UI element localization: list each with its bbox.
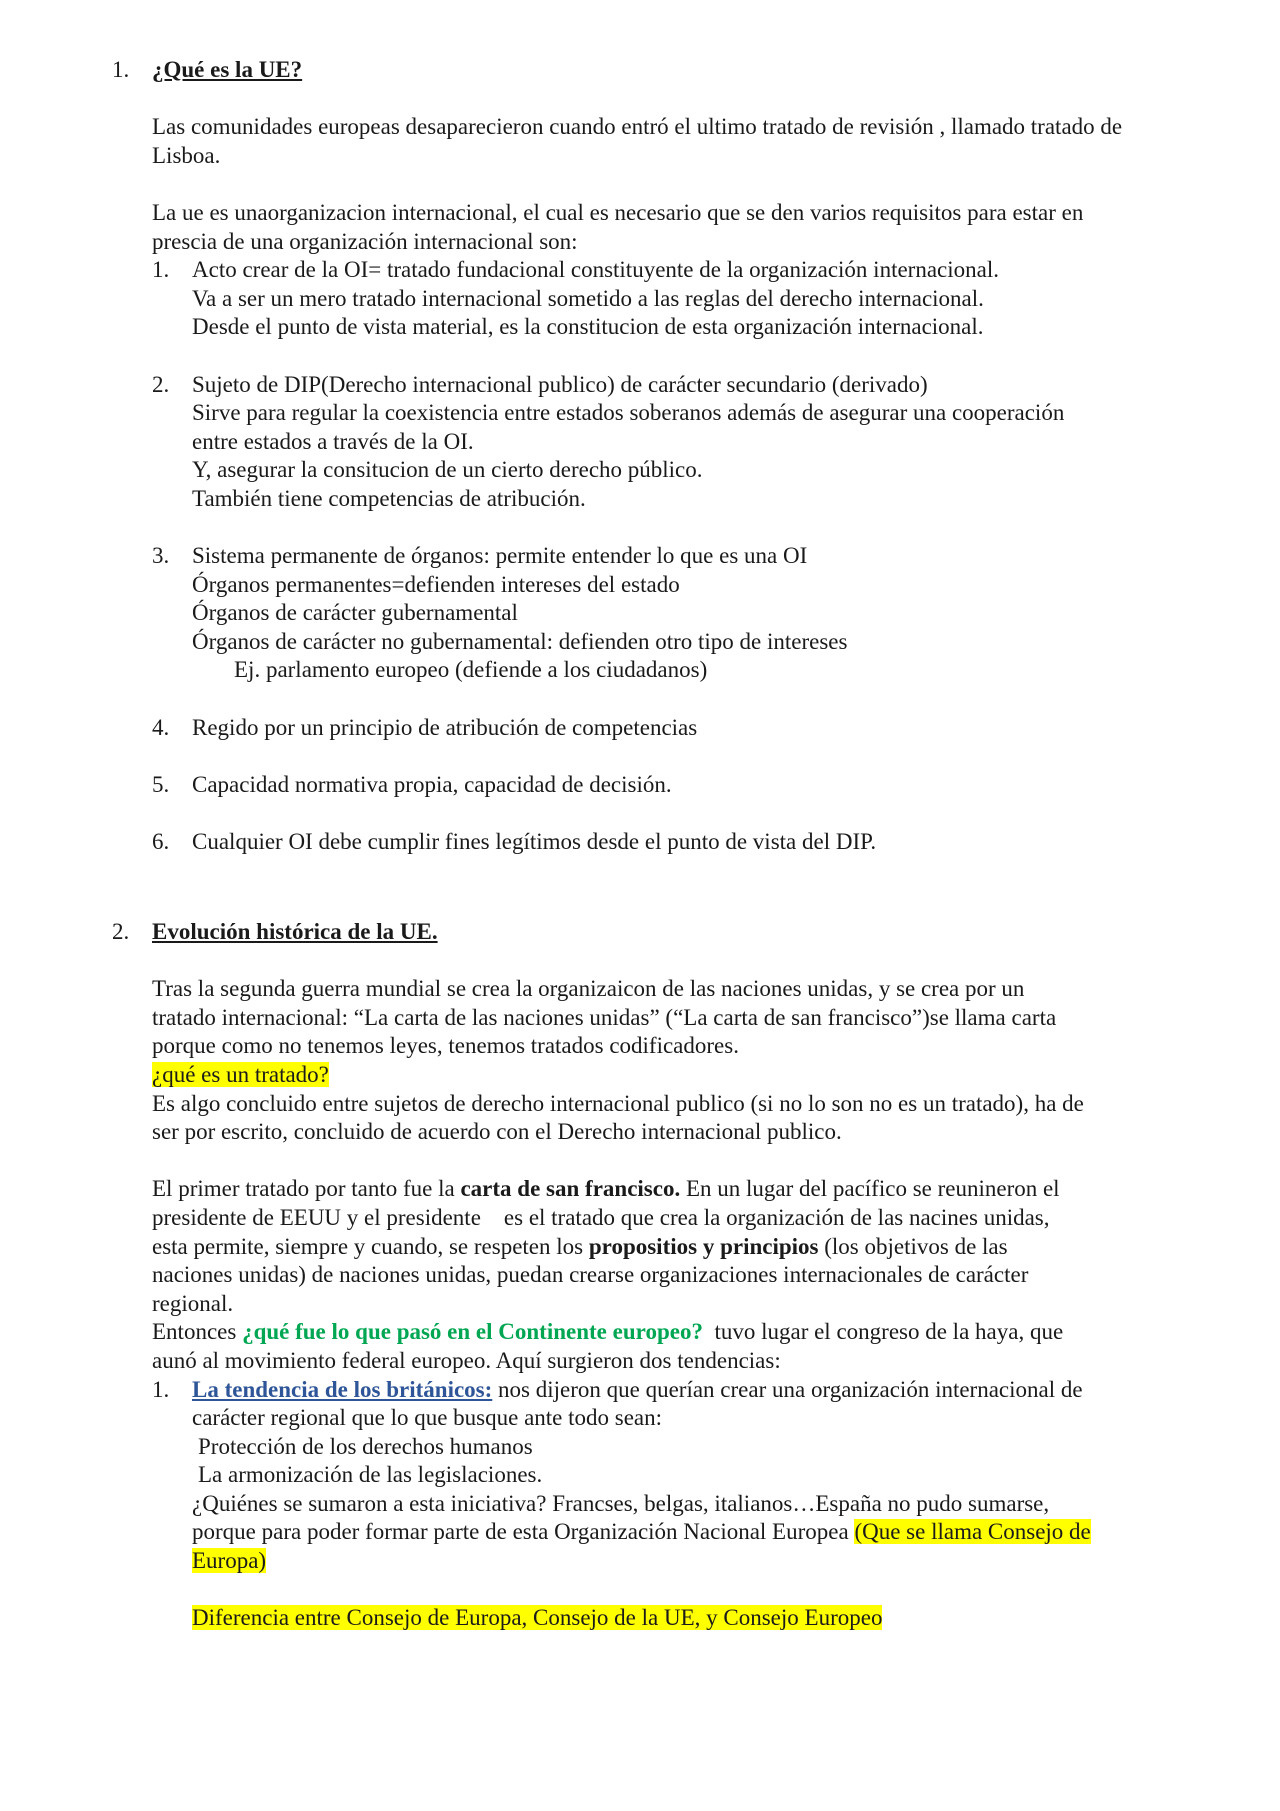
document-page: 1. ¿Qué es la UE? Las comunidades europeas desaparecieron cuando entró el ultimo tratado de revisión , llamado tratado de Lisboa. La ue es unaorganizacion internacional, el cual es necesario que se den varios requisitos para estar en prescia de una organización internacional son: 1. Acto crear de la OI= tratado fundacional constituyente de la organización internacional. Va a ser un mero tratado internacional sometido a las reglas del derecho internacional. Desde el punto de vista material, es la constitucion de esta organización internacional. 2. Sujeto de DIP(Derecho internacional publico) de carácter secundario (derivado) Sirve para regular la coexistencia entre estados soberanos además de asegurar una cooperación entre estados a través de la OI. Y, asegurar la consitucion de un cierto derecho público. También tiene competencias de atribución. 3. Sistema permanente de órganos: permite entender lo que es una OI Órganos permanentes=defienden intereses del estado Órganos de carácter gubernamental Órganos de carácter no gubernamental: defienden otro tipo de intereses Ej. parlamento europeo (defiende a los ciudadanos) 4. Regido por un principio de atribución de competencias 5. Capacidad normativa propia, capacidad de decisión. 6. Cualquier OI debe cumplir fines legítimos desde el punto de vista del DIP. 2. Evolución histórica de la UE. Tras la segunda guerra mundial se crea la organizaicon de las naciones unidas, y se crea por un tratado internacional: “La carta de las naciones unidas” (“La carta de san francisco”)se llama carta porque como no tenemos leyes, tenemos tratados codificadores. ¿qué es un tratado? Es algo concluido entre sujetos de derecho internacional publico (si no lo son no es un tratado), ha de ser por escrito, concluido de acuerdo con el Derecho internacional publico. El primer tratado por tanto fue la carta de san francisco. En un lugar del pacífico se reunineron el presidente de EEUU y el presidente es el tratado que crea la organización de las nacines unidas, esta permite, siempre y cuando, se respeten los propositios y principios (los objetivos de las naciones unidas) de naciones unidas, puedan crearse organizaciones internacionales de carácter regional. Entonces ¿qué fue lo que pasó en el Continente europeo? tuvo lugar el congreso de la haya, que aunó al movimiento federal europeo. Aquí surgieron dos tendencias: 1. La tendencia de los británicos: nos dijeron que querían crear una organización internacional de carácter regional que lo que busque ante todo sean: Protección de los derechos humanos La armonización de las legislaciones. ¿Quiénes se sumaron a esta iniciativa? Francses, belgas, italianos…España no pudo sumarse, porque para poder formar parte de esta Organización Nacional Europea (Que se llama Consejo de Europa) Diferencia entre Consejo de Europa, Consejo de la UE, y Consejo Europeo	[0, 0, 1280, 1811]
section-number: 1.	[112, 57, 130, 82]
paragraph-line: prescia de una organización internacional son:	[152, 228, 578, 254]
paragraph-line: El primer tratado por tanto fue la carta de san francisco. En un lugar del pacífico se reunineron el	[152, 1176, 1060, 1202]
paragraph: Las comunidades europeas desaparecieron cuando entró el ultimo tratado de revisión , llamado tratado de Lisboa.	[152, 114, 1123, 168]
list-item: 6. Cualquier OI debe cumplir fines legítimos desde el punto de vista del DIP.	[152, 829, 877, 855]
list-item: 3. Sistema permanente de órganos: permite entender lo que es una OI Órganos permanentes=defienden intereses del estado Órganos de carácter gubernamental Órganos de carácter no gubernamental: defienden otro tipo de intereses Ej. parlamento europeo (defiende a los ciudadanos)	[152, 542, 1222, 685]
list-item: 1. Acto crear de la OI= tratado fundacional constituyente de la organización internacional. Va a ser un mero tratado internacional sometido a las reglas del derecho internacional. Desde el punto de vista material, es la constitucion de esta organización internacional.	[152, 257, 999, 340]
list-item: 5. Capacidad normativa propia, capacidad de decisión.	[152, 771, 672, 797]
paragraph-line: Entonces ¿qué fue lo que pasó en el Continente europeo? tuvo lugar el congreso de la haya, que	[152, 1319, 1064, 1345]
section-heading: Evolución histórica de la UE.	[152, 919, 438, 944]
list-item: 1. La tendencia de los británicos: nos dijeron que querían crear una organización internacional de carácter regional que lo que busque ante todo sean: Protección de los derechos humanos La armonización de las legislaciones. ¿Quiénes se sumaron a esta iniciativa? Francses, belgas, italianos…España no pudo sumarse, porque para poder formar parte de esta Organización Nacional Europea (Que se llama Consejo de Europa) Diferencia entre Consejo de Europa, Consejo de la UE, y Consejo Europeo	[152, 1376, 1222, 1633]
paragraph-line: esta permite, siempre y cuando, se respeten los propositios y principios (los objetivos de las	[152, 1233, 1008, 1259]
section-number: 2.	[112, 919, 130, 944]
example-line: Ej. parlamento europeo (defiende a los ciudadanos)	[234, 657, 708, 683]
highlighted-question: ¿qué es un tratado?	[152, 1061, 329, 1087]
section-heading: ¿Qué es la UE?	[152, 57, 303, 82]
highlighted-note: Diferencia entre Consejo de Europa, Consejo de la UE, y Consejo Europeo	[192, 1605, 883, 1631]
paragraph-line: La ue es unaorganizacion internacional, el cual es necesario que se den varios requisitos para estar en	[152, 199, 1084, 225]
list-item: 2. Sujeto de DIP(Derecho internacional publico) de carácter secundario (derivado) Sirve para regular la coexistencia entre estados soberanos además de asegurar una cooperación entre estados a través de la OI. Y, asegurar la consitucion de un cierto derecho público. También tiene competencias de atribución.	[152, 371, 1065, 511]
list-item: 4. Regido por un principio de atribución de competencias	[152, 714, 698, 740]
tendencia-link[interactable]: La tendencia de los británicos:	[192, 1376, 493, 1402]
